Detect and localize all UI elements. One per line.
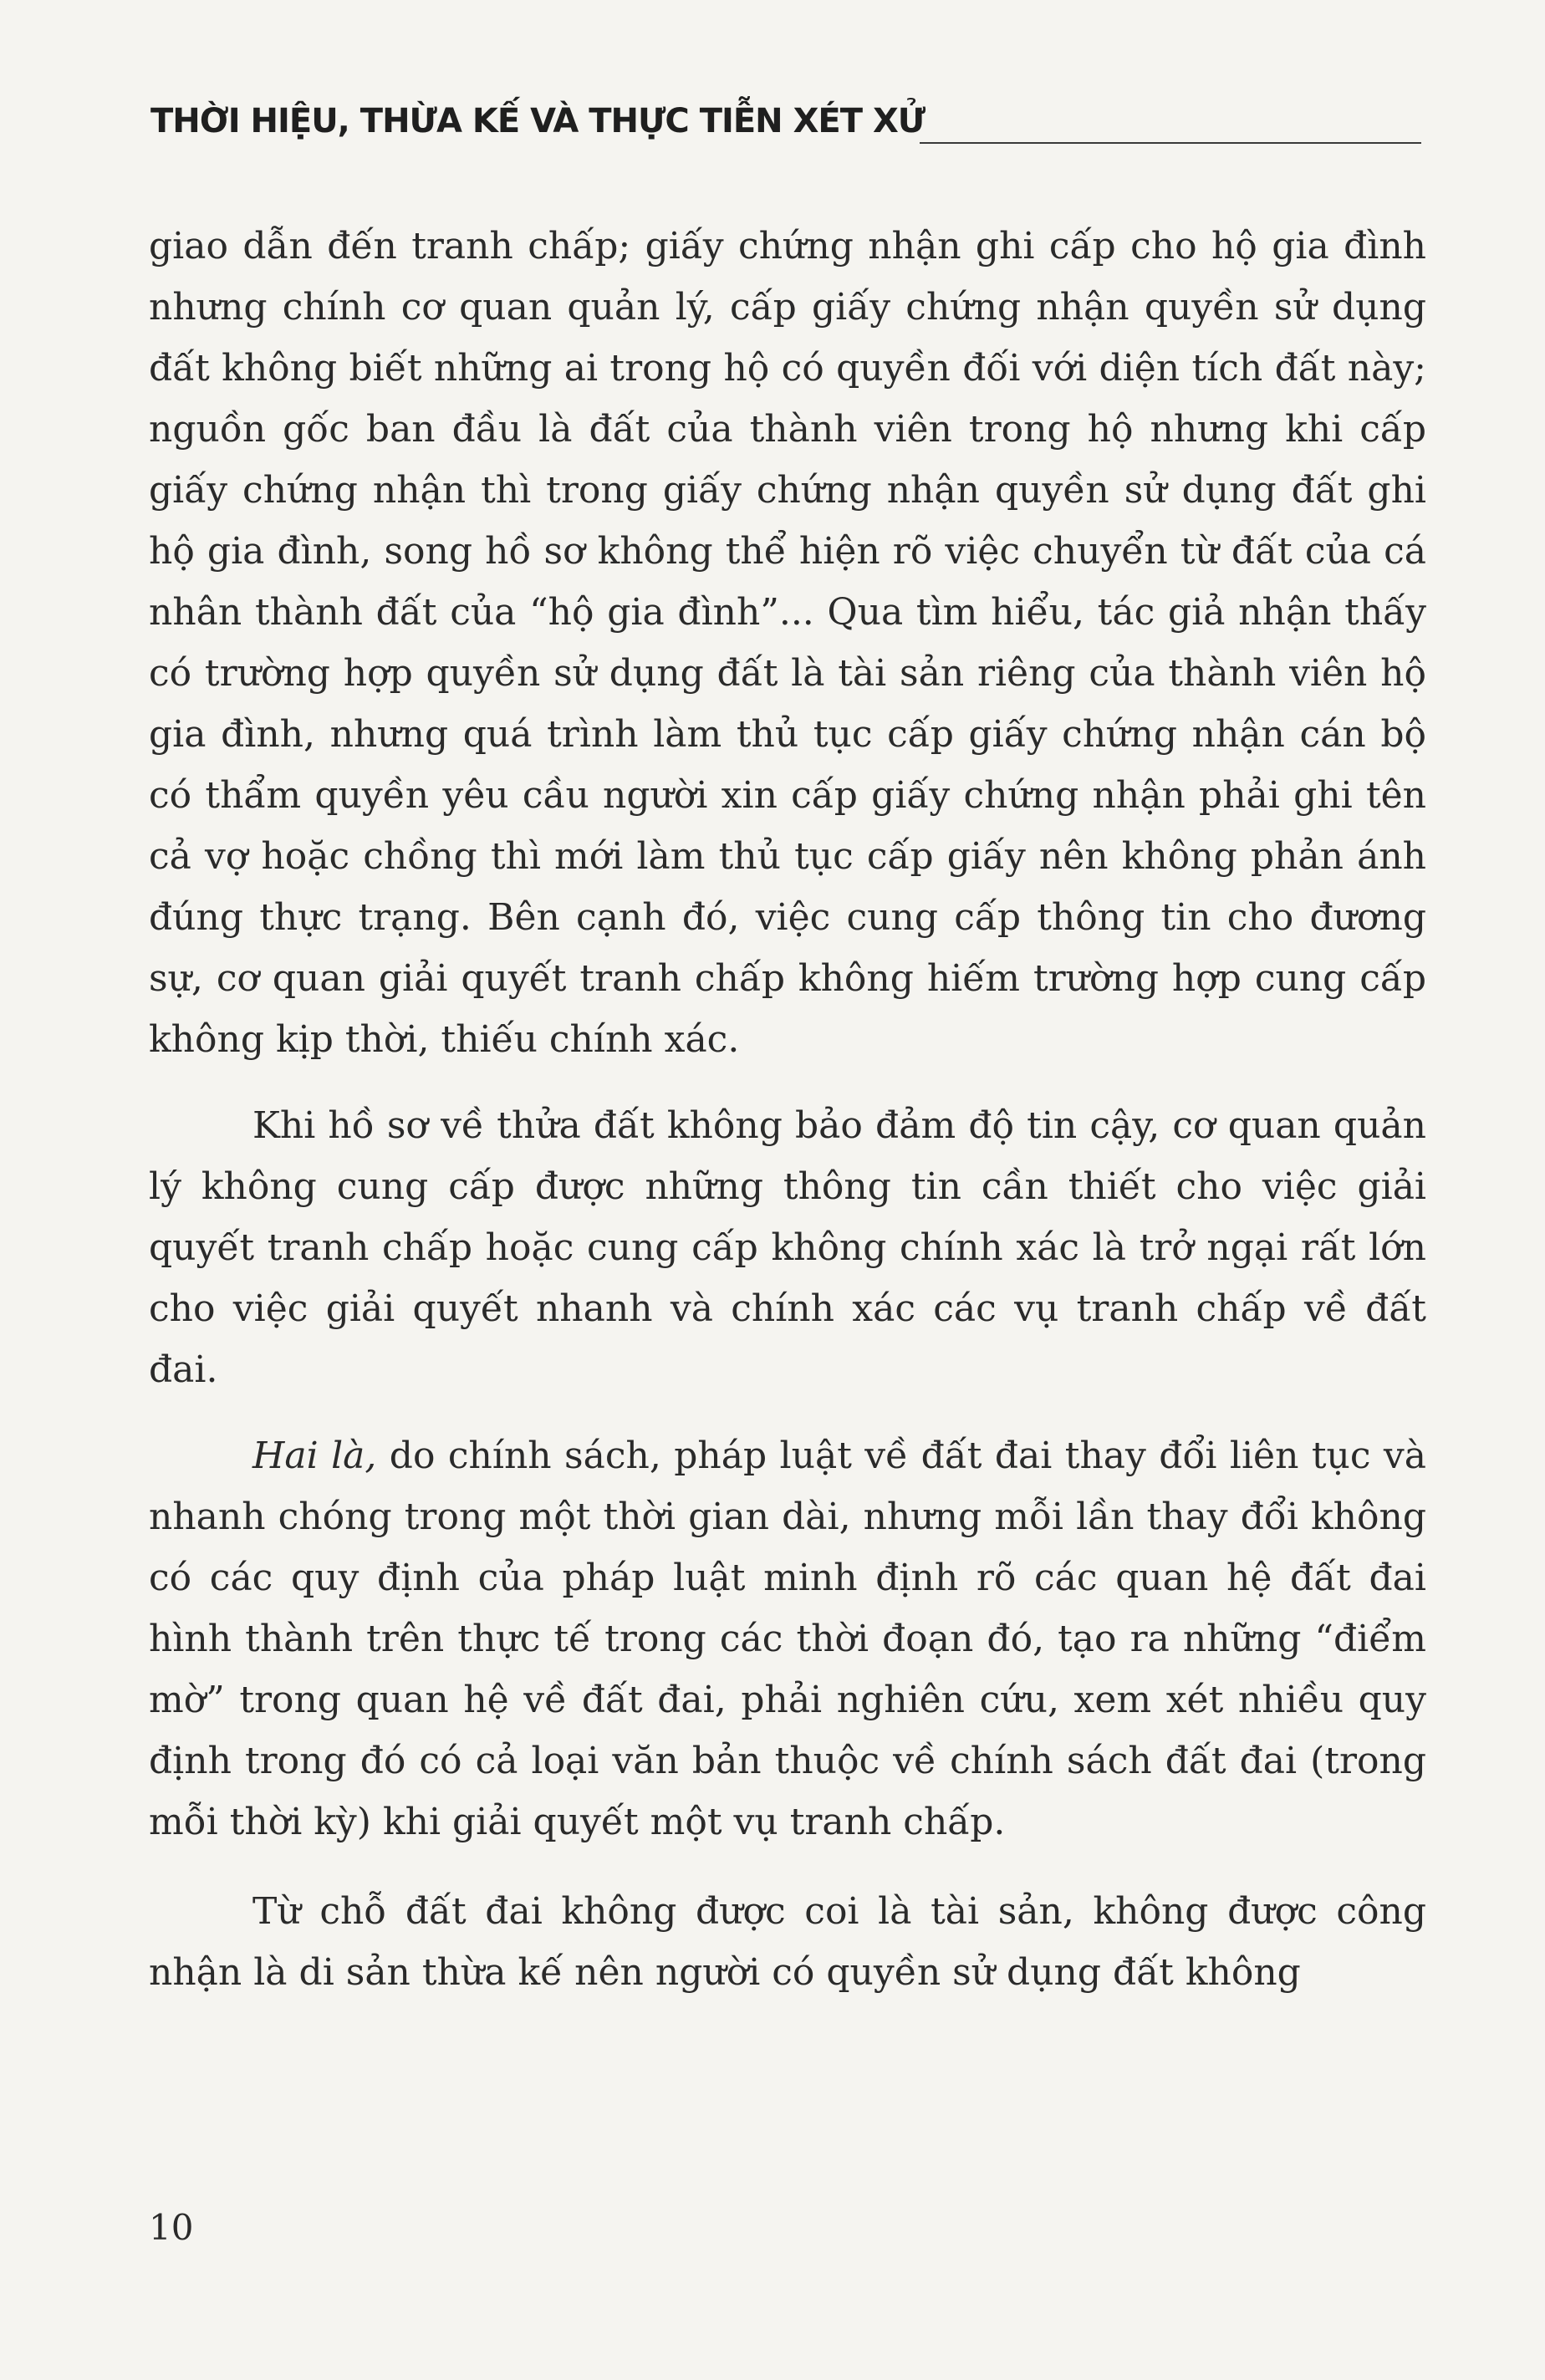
- paragraph-3: [149, 1425, 1426, 1853]
- paragraph-2: Khi hồ sơ về thửa đất không bảo đảm độ tin cậy, cơ quan quản lý không cung cấp được những thông tin cần thiết cho việc giải quyết tranh chấp hoặc cung cấp không chính xác là trở ngại rất lớn cho việc giải quyết nhanh và chính xác các vụ tranh chấp về đất đai.: [149, 1104, 1426, 1391]
- body-text: [149, 216, 1426, 2003]
- running-header-title: THỜI HIỆU, THỪA KẾ VÀ THỰC TIỄN XÉT XỬ: [150, 102, 925, 140]
- paragraph-3-lead: Hai là,: [252, 1435, 377, 1477]
- header-rule: [920, 142, 1421, 144]
- paragraph-4: Từ chỗ đất đai không được coi là tài sản, không được công nhận là di sản thừa kế nên người có quyền sử dụng đất không: [149, 1890, 1426, 1994]
- page-number: 10: [149, 2207, 194, 2248]
- paragraph-1: giao dẫn đến tranh chấp; giấy chứng nhận ghi cấp cho hộ gia đình nhưng chính cơ quan quản lý, cấp giấy chứng nhận quyền sử dụng đất không biết những ai trong hộ có quyền đối với diện tích đất này; nguồn gốc ban đầu là đất của thành viên trong hộ nhưng khi cấp giấy chứng nhận thì trong giấy chứng nhận quyền sử dụng đất ghi hộ gia đình, song hồ sơ không thể hiện rõ việc chuyển từ đất của cá nhân thành đất của “hộ gia đình”... Qua tìm hiểu, tác giả nhận thấy có trường hợp quyền sử dụng đất là tài sản riêng của thành viên hộ gia đình, nhưng quá trình làm thủ tục cấp giấy chứng nhận cán bộ có thẩm quyền yêu cầu người xin cấp giấy chứng nhận phải ghi tên cả vợ hoặc chồng thì mới làm thủ tục cấp giấy nên không phản ánh đúng thực trạng. Bên cạnh đó, việc cung cấp thông tin cho đương sự, cơ quan giải quyết tranh chấp không hiếm trường hợp cung cấp không kịp thời, thiếu chính xác.: [149, 225, 1426, 1061]
- paragraph-3-body: do chính sách, pháp luật về đất đai thay đổi liên tục và nhanh chóng trong một thời gian dài, nhưng mỗi lần thay đổi không có các quy định của pháp luật minh định rõ các quan hệ đất đai hình thành trên thực tế trong các thời đoạn đó, tạo ra những “điểm mờ” trong quan hệ về đất đai, phải nghiên cứu, xem xét nhiều quy định trong đó có cả loại văn bản thuộc về chính sách đất đai (trong mỗi thời kỳ) khi giải quyết một vụ tranh chấp.: [149, 1435, 1426, 1843]
- running-header: [150, 102, 1421, 152]
